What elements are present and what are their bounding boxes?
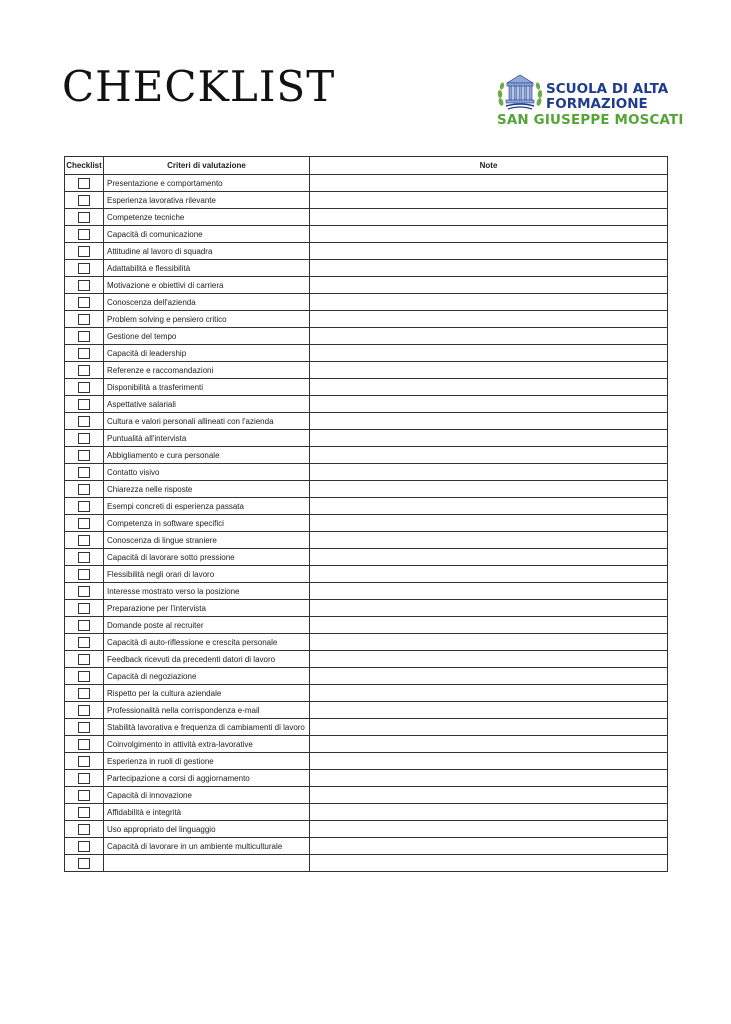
- criteria-cell: Capacità di lavorare sotto pressione: [104, 549, 310, 566]
- notes-cell[interactable]: [310, 396, 668, 413]
- checkbox-cell: [65, 702, 104, 719]
- notes-cell[interactable]: [310, 430, 668, 447]
- checkbox[interactable]: [78, 195, 90, 206]
- checkbox[interactable]: [78, 739, 90, 750]
- criteria-cell: Problem solving e pensiero critico: [104, 311, 310, 328]
- checkbox-cell: [65, 685, 104, 702]
- table-row: [65, 311, 668, 328]
- table-row: [65, 294, 668, 311]
- checkbox-cell: [65, 192, 104, 209]
- criteria-cell: Domande poste al recruiter: [104, 617, 310, 634]
- checkbox-cell: [65, 515, 104, 532]
- notes-cell[interactable]: [310, 328, 668, 345]
- notes-cell[interactable]: [310, 447, 668, 464]
- checkbox[interactable]: [78, 552, 90, 563]
- criteria-cell: Contatto visivo: [104, 464, 310, 481]
- notes-cell[interactable]: [310, 345, 668, 362]
- checkbox-cell: [65, 787, 104, 804]
- criteria-cell: Professionalità nella corrispondenza e-mail: [104, 702, 310, 719]
- notes-cell[interactable]: [310, 583, 668, 600]
- checkbox-cell: [65, 328, 104, 345]
- criteria-cell: Puntualità all'intervista: [104, 430, 310, 447]
- checkbox[interactable]: [78, 858, 90, 869]
- criteria-cell: Presentazione e comportamento: [104, 175, 310, 192]
- table-row: [65, 668, 668, 685]
- table-row: [65, 362, 668, 379]
- notes-cell[interactable]: [310, 736, 668, 753]
- checkbox[interactable]: [78, 178, 90, 189]
- checkbox-cell: [65, 736, 104, 753]
- checkbox-cell: [65, 617, 104, 634]
- table-row: [65, 804, 668, 821]
- checkbox[interactable]: [78, 688, 90, 699]
- table-row: [65, 566, 668, 583]
- checkbox[interactable]: [78, 314, 90, 325]
- criteria-cell: Referenze e raccomandazioni: [104, 362, 310, 379]
- header-notes: Note: [310, 157, 668, 175]
- table-row: [65, 430, 668, 447]
- checkbox-cell: [65, 651, 104, 668]
- notes-cell[interactable]: [310, 685, 668, 702]
- checkbox-cell: [65, 821, 104, 838]
- checkbox[interactable]: [78, 671, 90, 682]
- checkbox-cell: [65, 549, 104, 566]
- criteria-cell: Uso appropriato del linguaggio: [104, 821, 310, 838]
- checkbox-cell: [65, 770, 104, 787]
- criteria-cell: Partecipazione a corsi di aggiornamento: [104, 770, 310, 787]
- checkbox[interactable]: [78, 586, 90, 597]
- checkbox[interactable]: [78, 246, 90, 257]
- checkbox[interactable]: [78, 603, 90, 614]
- table-row: [65, 277, 668, 294]
- criteria-cell: Esperienza in ruoli di gestione: [104, 753, 310, 770]
- checkbox[interactable]: [78, 654, 90, 665]
- checkbox[interactable]: [78, 841, 90, 852]
- criteria-cell: Competenza in software specifici: [104, 515, 310, 532]
- criteria-cell: Attitudine al lavoro di squadra: [104, 243, 310, 260]
- table-row: [65, 532, 668, 549]
- notes-cell[interactable]: [310, 294, 668, 311]
- criteria-cell: Chiarezza nelle risposte: [104, 481, 310, 498]
- checkbox-cell: [65, 379, 104, 396]
- table-row: [65, 583, 668, 600]
- table-row: [65, 855, 668, 872]
- table-row: [65, 379, 668, 396]
- table-row: [65, 226, 668, 243]
- checkbox[interactable]: [78, 569, 90, 580]
- criteria-cell: Adattabilità e flessibilità: [104, 260, 310, 277]
- criteria-cell: Capacità di leadership: [104, 345, 310, 362]
- checkbox-cell: [65, 413, 104, 430]
- criteria-cell: Esperienza lavorativa rilevante: [104, 192, 310, 209]
- header-criteria: Criteri di valutazione: [104, 157, 310, 175]
- checkbox[interactable]: [78, 773, 90, 784]
- notes-cell[interactable]: [310, 804, 668, 821]
- table-row: [65, 396, 668, 413]
- notes-cell[interactable]: [310, 855, 668, 872]
- table-row: [65, 600, 668, 617]
- criteria-cell: Disponibilità a trasferimenti: [104, 379, 310, 396]
- notes-cell[interactable]: [310, 413, 668, 430]
- checkbox[interactable]: [78, 212, 90, 223]
- table-row: [65, 328, 668, 345]
- checkbox[interactable]: [78, 297, 90, 308]
- notes-cell[interactable]: [310, 192, 668, 209]
- checkbox[interactable]: [78, 790, 90, 801]
- checklist-table: [64, 156, 668, 872]
- table-row: [65, 498, 668, 515]
- criteria-cell: Coinvolgimento in attività extra-lavorative: [104, 736, 310, 753]
- checkbox[interactable]: [78, 637, 90, 648]
- checkbox[interactable]: [78, 518, 90, 529]
- checkbox[interactable]: [78, 722, 90, 733]
- checkbox[interactable]: [78, 807, 90, 818]
- checkbox-cell: [65, 277, 104, 294]
- checkbox[interactable]: [78, 433, 90, 444]
- notes-cell[interactable]: [310, 379, 668, 396]
- checkbox-cell: [65, 175, 104, 192]
- criteria-cell: Gestione del tempo: [104, 328, 310, 345]
- criteria-cell: Competenze tecniche: [104, 209, 310, 226]
- checkbox-cell: [65, 447, 104, 464]
- notes-cell[interactable]: [310, 464, 668, 481]
- checkbox-cell: [65, 396, 104, 413]
- criteria-cell: Feedback ricevuti da precedenti datori di lavoro: [104, 651, 310, 668]
- notes-cell[interactable]: [310, 668, 668, 685]
- criteria-cell: Capacità di negoziazione: [104, 668, 310, 685]
- table-row: [65, 634, 668, 651]
- criteria-cell: Aspettative salariali: [104, 396, 310, 413]
- table-row: [65, 192, 668, 209]
- notes-cell[interactable]: [310, 651, 668, 668]
- table-row: [65, 719, 668, 736]
- checkbox[interactable]: [78, 382, 90, 393]
- checkbox-cell: [65, 226, 104, 243]
- checkbox-cell: [65, 532, 104, 549]
- criteria-cell: Capacità di comunicazione: [104, 226, 310, 243]
- checkbox[interactable]: [78, 280, 90, 291]
- checkbox[interactable]: [78, 501, 90, 512]
- checkbox-cell: [65, 260, 104, 277]
- checkbox-cell: [65, 345, 104, 362]
- checkbox-cell: [65, 294, 104, 311]
- checkbox[interactable]: [78, 824, 90, 835]
- logo-line-1: SCUOLA DI ALTA: [546, 81, 669, 97]
- checkbox-cell: [65, 464, 104, 481]
- logo-line-3: SAN GIUSEPPE MOSCATI: [497, 113, 684, 128]
- checkbox-cell: [65, 209, 104, 226]
- criteria-cell: Flessibilità negli orari di lavoro: [104, 566, 310, 583]
- notes-cell[interactable]: [310, 787, 668, 804]
- notes-cell[interactable]: [310, 209, 668, 226]
- notes-cell[interactable]: [310, 600, 668, 617]
- criteria-cell: Capacità di lavorare in un ambiente multiculturale: [104, 838, 310, 855]
- criteria-cell: [104, 855, 310, 872]
- table-row: [65, 243, 668, 260]
- logo-line-2: FORMAZIONE: [546, 96, 648, 112]
- notes-cell[interactable]: [310, 226, 668, 243]
- notes-cell[interactable]: [310, 498, 668, 515]
- table-row: [65, 702, 668, 719]
- checkbox-cell: [65, 855, 104, 872]
- checkbox[interactable]: [78, 535, 90, 546]
- table-row: [65, 617, 668, 634]
- notes-cell[interactable]: [310, 481, 668, 498]
- checkbox[interactable]: [78, 348, 90, 359]
- checkbox[interactable]: [78, 705, 90, 716]
- checkbox[interactable]: [78, 331, 90, 342]
- notes-cell[interactable]: [310, 838, 668, 855]
- notes-cell[interactable]: [310, 260, 668, 277]
- notes-cell[interactable]: [310, 566, 668, 583]
- notes-cell[interactable]: [310, 277, 668, 294]
- checkbox-cell: [65, 430, 104, 447]
- checkbox-cell: [65, 583, 104, 600]
- criteria-cell: Motivazione e obiettivi di carriera: [104, 277, 310, 294]
- header-checklist: Checklist: [65, 157, 104, 175]
- checkbox-cell: [65, 498, 104, 515]
- criteria-cell: Conoscenza dell'azienda: [104, 294, 310, 311]
- criteria-cell: Stabilità lavorativa e frequenza di cambiamenti di lavoro: [104, 719, 310, 736]
- criteria-cell: Cultura e valori personali allineati con l'azienda: [104, 413, 310, 430]
- checkbox-cell: [65, 481, 104, 498]
- table-row: [65, 821, 668, 838]
- notes-cell[interactable]: [310, 532, 668, 549]
- checkbox[interactable]: [78, 756, 90, 767]
- checkbox[interactable]: [78, 620, 90, 631]
- criteria-cell: Capacità di auto-riflessione e crescita personale: [104, 634, 310, 651]
- notes-cell[interactable]: [310, 515, 668, 532]
- criteria-cell: Esempi concreti di esperienza passata: [104, 498, 310, 515]
- table-header-row: [65, 157, 668, 175]
- table-row: [65, 260, 668, 277]
- checkbox[interactable]: [78, 229, 90, 240]
- notes-cell[interactable]: [310, 175, 668, 192]
- building-emblem-icon: [496, 72, 544, 112]
- table-row: [65, 685, 668, 702]
- criteria-cell: Capacità di innovazione: [104, 787, 310, 804]
- checkbox[interactable]: [78, 365, 90, 376]
- table-row: [65, 464, 668, 481]
- checkbox-cell: [65, 634, 104, 651]
- table-row: [65, 838, 668, 855]
- page-title: CHECKLIST: [62, 62, 336, 111]
- table-row: [65, 175, 668, 192]
- notes-cell[interactable]: [310, 753, 668, 770]
- school-logo: [496, 72, 684, 132]
- checkbox-cell: [65, 311, 104, 328]
- table-row: [65, 413, 668, 430]
- notes-cell[interactable]: [310, 243, 668, 260]
- checkbox[interactable]: [78, 399, 90, 410]
- criteria-cell: Interesse mostrato verso la posizione: [104, 583, 310, 600]
- table-row: [65, 447, 668, 464]
- checkbox-cell: [65, 243, 104, 260]
- checkbox-cell: [65, 838, 104, 855]
- criteria-cell: Conoscenza di lingue straniere: [104, 532, 310, 549]
- checkbox[interactable]: [78, 484, 90, 495]
- criteria-cell: Preparazione per l'intervista: [104, 600, 310, 617]
- table-row: [65, 481, 668, 498]
- notes-cell[interactable]: [310, 821, 668, 838]
- checkbox[interactable]: [78, 467, 90, 478]
- checkbox-cell: [65, 804, 104, 821]
- checkbox[interactable]: [78, 416, 90, 427]
- criteria-cell: Abbigliamento e cura personale: [104, 447, 310, 464]
- checkbox-cell: [65, 600, 104, 617]
- criteria-cell: Rispetto per la cultura aziendale: [104, 685, 310, 702]
- checkbox-cell: [65, 753, 104, 770]
- table-row: [65, 787, 668, 804]
- table-row: [65, 770, 668, 787]
- notes-cell[interactable]: [310, 549, 668, 566]
- notes-cell[interactable]: [310, 719, 668, 736]
- checkbox-cell: [65, 566, 104, 583]
- notes-cell[interactable]: [310, 770, 668, 787]
- criteria-cell: Affidabilità e integrità: [104, 804, 310, 821]
- notes-cell[interactable]: [310, 634, 668, 651]
- notes-cell[interactable]: [310, 702, 668, 719]
- table-row: [65, 549, 668, 566]
- table-row: [65, 736, 668, 753]
- checkbox[interactable]: [78, 263, 90, 274]
- table-row: [65, 515, 668, 532]
- notes-cell[interactable]: [310, 362, 668, 379]
- notes-cell[interactable]: [310, 311, 668, 328]
- table-row: [65, 753, 668, 770]
- checkbox[interactable]: [78, 450, 90, 461]
- checkbox-cell: [65, 362, 104, 379]
- table-row: [65, 209, 668, 226]
- checkbox-cell: [65, 719, 104, 736]
- checkbox-cell: [65, 668, 104, 685]
- table-row: [65, 651, 668, 668]
- table-row: [65, 345, 668, 362]
- notes-cell[interactable]: [310, 617, 668, 634]
